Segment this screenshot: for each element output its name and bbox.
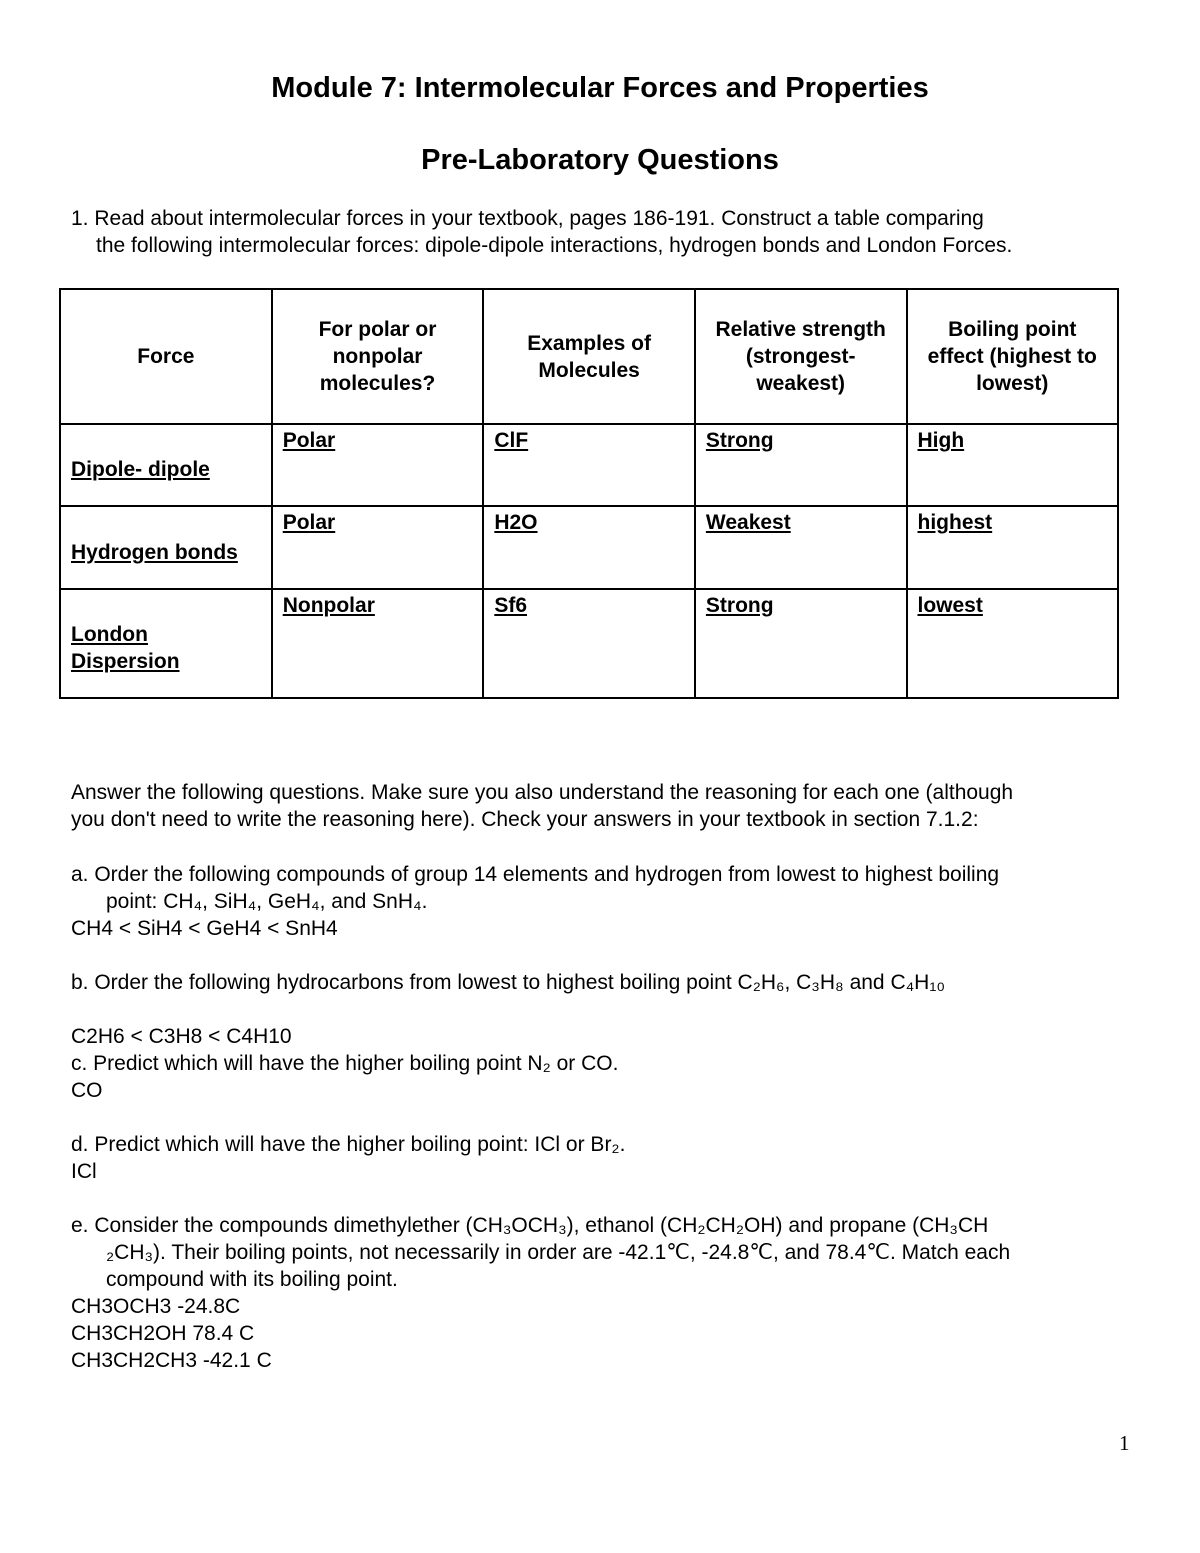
strength-cell: Strong [705, 429, 774, 452]
question-c: c. Predict which will have the higher boiling point N₂ or CO. [71, 1052, 619, 1075]
example-cell: H2O [494, 511, 538, 534]
strength-cell: Strong [705, 594, 774, 617]
answer-c: CO [71, 1079, 103, 1102]
header-polarity: For polar or nonpolar molecules? [272, 289, 484, 424]
polarity-cell: Nonpolar [282, 594, 375, 617]
forces-table [59, 288, 1119, 699]
instructions-line1: Answer the following questions. Make sure you also understand the reasoning for each one (although [71, 781, 1014, 804]
table-row [60, 506, 1118, 589]
question-b: b. Order the following hydrocarbons from lowest to highest boiling point C₂H₆, C₃H₈ and C₄H₁₀ [71, 971, 946, 994]
example-cell: ClF [494, 429, 529, 452]
table-row [60, 424, 1118, 506]
answer-b: C2H6 < C3H8 < C4H10 [71, 1025, 292, 1048]
header-examples: Examples of Molecules [483, 289, 695, 424]
question-d: d. Predict which will have the higher boiling point: ICl or Br₂. [71, 1133, 626, 1156]
answer-e-1: CH3OCH3 -24.8C [71, 1295, 241, 1318]
question-1-line1: 1. Read about intermolecular forces in your textbook, pages 186-191. Construct a table comparing [71, 207, 984, 230]
instructions-line2: you don't need to write the reasoning here). Check your answers in your textbook in section 7.1.2: [71, 808, 979, 831]
answer-d: ICl [71, 1160, 97, 1183]
example-cell: Sf6 [494, 594, 528, 617]
answer-e-3: CH3CH2CH3 -42.1 C [71, 1349, 272, 1372]
answer-e-2: CH3CH2OH 78.4 C [71, 1322, 255, 1345]
force-cell: Dipole- dipole [71, 458, 210, 481]
header-boiling-point: Boiling point effect (highest to lowest) [907, 289, 1119, 424]
question-a-line1: a. Order the following compounds of group 14 elements and hydrogen from lowest to highest boiling [71, 863, 1000, 886]
boiling-point-cell: lowest [917, 594, 983, 617]
page-number: 1 [1119, 1431, 1130, 1455]
polarity-cell: Polar [282, 429, 336, 452]
question-a-line2: point: CH₄, SiH₄, GeH₄, and SnH₄. [106, 890, 428, 913]
force-cell: London Dispersion [71, 623, 180, 673]
boiling-point-cell: High [917, 429, 965, 452]
header-strength: Relative strength (strongest-weakest) [695, 289, 907, 424]
boiling-point-cell: highest [917, 511, 993, 534]
polarity-cell: Polar [282, 511, 336, 534]
table-row [60, 589, 1118, 698]
question-e-line2: ₂CH₃). Their boiling points, not necessarily in order are -42.1℃, -24.8℃, and 78.4℃. Match each [106, 1241, 1011, 1264]
question-e-line1: e. Consider the compounds dimethylether (CH₃OCH₃), ethanol (CH₂CH₂OH) and propane (CH₃CH [71, 1214, 989, 1237]
force-cell: Hydrogen bonds [71, 541, 238, 564]
question-e-line3: compound with its boiling point. [106, 1268, 398, 1291]
table-header-row [60, 289, 1118, 424]
section-subtitle: Pre-Laboratory Questions [421, 144, 779, 176]
question-1-line2: the following intermolecular forces: dipole-dipole interactions, hydrogen bonds and London Forces. [96, 234, 1013, 257]
header-force: Force [60, 289, 272, 424]
answer-a: CH4 < SiH4 < GeH4 < SnH4 [71, 917, 338, 940]
page-title: Module 7: Intermolecular Forces and Properties [271, 72, 929, 104]
strength-cell: Weakest [705, 511, 791, 534]
